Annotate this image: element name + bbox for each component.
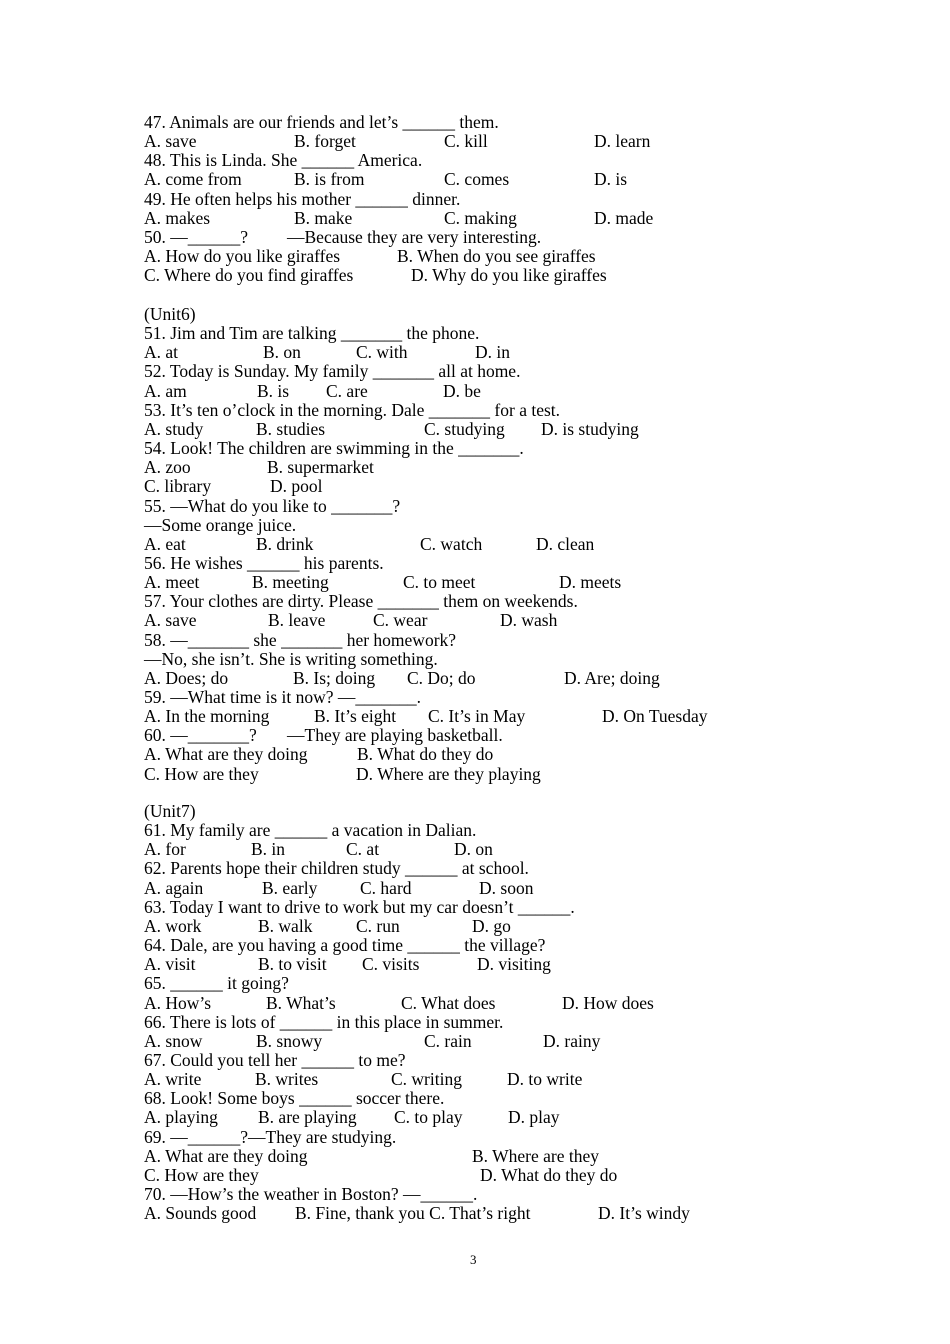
option-text: D. Are; doing bbox=[564, 667, 660, 688]
option-text: B. make bbox=[294, 207, 353, 228]
question-line bbox=[0, 362, 950, 381]
question-text: 63. Today I want to drive to work but my car doesn’t ______. bbox=[144, 896, 575, 917]
answer-options-line bbox=[0, 343, 950, 362]
question-text: —Some orange juice. bbox=[144, 514, 297, 535]
option-text: D. made bbox=[594, 207, 654, 228]
option-text: B. Is; doing bbox=[293, 667, 376, 688]
question-line bbox=[0, 497, 950, 516]
option-text: C. writing bbox=[391, 1069, 462, 1090]
question-line bbox=[0, 190, 950, 209]
question-text: 68. Look! Some boys ______ soccer there. bbox=[144, 1088, 445, 1109]
question-line bbox=[0, 324, 950, 343]
option-text: B. on bbox=[263, 342, 301, 363]
question-text: 48. This is Linda. She ______ America. bbox=[144, 150, 423, 171]
option-text: B. in bbox=[251, 839, 286, 860]
option-text: D. Why do you like giraffes bbox=[411, 265, 607, 286]
option-text: B. meeting bbox=[252, 572, 329, 593]
answer-options-line bbox=[0, 420, 950, 439]
option-text: C. to play bbox=[394, 1107, 463, 1128]
answer-options-line bbox=[0, 1147, 950, 1166]
option-text: C. making bbox=[444, 207, 517, 228]
option-text: D. meets bbox=[559, 572, 622, 593]
question-text: 58. —_______ she _______ her homework? bbox=[144, 629, 457, 650]
option-text: D. It’s windy bbox=[598, 1203, 690, 1224]
option-text: A. How’s bbox=[144, 992, 212, 1013]
answer-options-line bbox=[0, 228, 950, 247]
option-text: A. save bbox=[144, 610, 197, 631]
option-text: B. When do you see giraffes bbox=[397, 246, 596, 267]
question-text: 54. Look! The children are swimming in the _______. bbox=[144, 438, 524, 459]
question-text: (Unit6) bbox=[144, 304, 196, 324]
option-text: A. study bbox=[144, 418, 204, 439]
answer-options-line bbox=[0, 994, 950, 1013]
answer-options-line bbox=[0, 382, 950, 401]
option-text: A. save bbox=[144, 131, 197, 152]
option-text: A. zoo bbox=[144, 457, 191, 478]
answer-options-line bbox=[0, 573, 950, 592]
answer-options-line bbox=[0, 1032, 950, 1051]
question-line bbox=[0, 1089, 950, 1108]
question-line bbox=[0, 151, 950, 170]
option-text: C. run bbox=[356, 915, 400, 936]
option-text: D. clean bbox=[536, 533, 595, 554]
option-text: B. are playing bbox=[258, 1107, 357, 1128]
question-line bbox=[0, 516, 950, 535]
question-line bbox=[0, 859, 950, 878]
option-text: A. makes bbox=[144, 207, 211, 228]
option-text: C. at bbox=[346, 839, 380, 860]
answer-options-line bbox=[0, 247, 950, 266]
option-text: B. leave bbox=[268, 610, 326, 631]
question-text: 65. ______ it going? bbox=[144, 973, 289, 994]
option-text: D. to write bbox=[507, 1069, 583, 1090]
option-text: D. On Tuesday bbox=[602, 706, 708, 727]
option-text: 50. —______? bbox=[144, 226, 249, 247]
option-text: C. to meet bbox=[403, 572, 476, 593]
question-text: 67. Could you tell her ______ to me? bbox=[144, 1049, 406, 1070]
answer-options-line bbox=[0, 1070, 950, 1089]
option-text: C. visits bbox=[362, 954, 420, 975]
option-text: C. with bbox=[356, 342, 408, 363]
option-text: D. learn bbox=[594, 131, 651, 152]
question-line bbox=[0, 936, 950, 955]
question-text: (Unit7) bbox=[144, 801, 196, 821]
question-text: 69. —______?—They are studying. bbox=[144, 1126, 397, 1147]
answer-options-line bbox=[0, 879, 950, 898]
option-text: A. write bbox=[144, 1069, 202, 1090]
answer-options-line bbox=[0, 266, 950, 285]
question-line bbox=[0, 305, 950, 324]
option-text: A. work bbox=[144, 915, 202, 936]
option-text: A. What are they doing bbox=[144, 1145, 308, 1166]
answer-options-line bbox=[0, 132, 950, 151]
option-text: A. snow bbox=[144, 1030, 203, 1051]
option-text: B. is bbox=[257, 380, 290, 401]
option-text: D. Where are they playing bbox=[356, 763, 541, 784]
answer-options-line bbox=[0, 458, 950, 477]
option-text: D. What do they do bbox=[480, 1164, 618, 1185]
question-text: —No, she isn’t. She is writing something. bbox=[144, 648, 438, 669]
option-text: A. am bbox=[144, 380, 187, 401]
answer-options-line bbox=[0, 669, 950, 688]
page-number: 3 bbox=[470, 1252, 477, 1267]
option-text: D. on bbox=[454, 839, 493, 860]
option-text: D. pool bbox=[270, 476, 323, 497]
question-text: 51. Jim and Tim are talking _______ the phone. bbox=[144, 323, 480, 344]
option-text: A. How do you like giraffes bbox=[144, 246, 341, 267]
option-text: B. is from bbox=[294, 169, 365, 190]
option-text: C. Where do you find giraffes bbox=[144, 265, 354, 286]
option-text: —They are playing basketball. bbox=[287, 725, 503, 746]
option-text: D. be bbox=[443, 380, 481, 401]
option-text: A. eat bbox=[144, 533, 186, 554]
answer-options-line bbox=[0, 477, 950, 496]
option-text: B. snowy bbox=[256, 1030, 323, 1051]
option-text: A. Does; do bbox=[144, 667, 229, 688]
answer-options-line bbox=[0, 765, 950, 784]
question-text: 59. —What time is it now? —_______. bbox=[144, 687, 422, 707]
question-line bbox=[0, 113, 950, 132]
option-text: C. How are they bbox=[144, 1164, 259, 1185]
question-text: 52. Today is Sunday. My family _______ all at home. bbox=[144, 361, 521, 382]
option-text: B. Fine, thank you C. That’s right bbox=[295, 1203, 531, 1224]
option-text: C. It’s in May bbox=[428, 706, 526, 727]
question-line bbox=[0, 592, 950, 611]
option-text: C. library bbox=[144, 476, 212, 497]
question-text: 47. Animals are our friends and let’s ______ them. bbox=[144, 112, 499, 132]
question-line bbox=[0, 974, 950, 993]
question-line bbox=[0, 401, 950, 420]
option-text: A. What are they doing bbox=[144, 744, 308, 765]
option-text: B. What’s bbox=[266, 992, 336, 1013]
option-text: D. is studying bbox=[541, 418, 639, 439]
option-text: A. at bbox=[144, 342, 179, 363]
option-text: A. playing bbox=[144, 1107, 218, 1128]
question-text: 66. There is lots of ______ in this place in summer. bbox=[144, 1011, 504, 1032]
option-text: —Because they are very interesting. bbox=[287, 226, 542, 247]
question-line bbox=[0, 1051, 950, 1070]
question-text: 56. He wishes ______ his parents. bbox=[144, 552, 384, 573]
answer-options-line bbox=[0, 170, 950, 189]
question-line bbox=[0, 439, 950, 458]
option-text: D. play bbox=[508, 1107, 560, 1128]
option-text: C. How are they bbox=[144, 763, 259, 784]
question-text: 61. My family are ______ a vacation in Dalian. bbox=[144, 820, 477, 841]
answer-options-line bbox=[0, 611, 950, 630]
option-text: D. soon bbox=[479, 877, 534, 898]
question-line bbox=[0, 1185, 950, 1204]
answer-options-line bbox=[0, 955, 950, 974]
option-text: A. again bbox=[144, 877, 204, 898]
option-text: B. supermarket bbox=[267, 457, 374, 478]
option-text: D. visiting bbox=[477, 954, 551, 975]
question-text: 57. Your clothes are dirty. Please _______ them on weekends. bbox=[144, 591, 578, 612]
option-text: A. visit bbox=[144, 954, 196, 975]
answer-options-line bbox=[0, 1204, 950, 1223]
question-line bbox=[0, 1128, 950, 1147]
question-text: 70. —How’s the weather in Boston? —______. bbox=[144, 1184, 478, 1204]
option-text: D. rainy bbox=[543, 1030, 601, 1051]
option-text: C. wear bbox=[373, 610, 428, 631]
question-text: 49. He often helps his mother ______ dinner. bbox=[144, 188, 461, 209]
option-text: C. studying bbox=[424, 418, 505, 439]
question-line bbox=[0, 821, 950, 840]
option-text: B. It’s eight bbox=[314, 706, 397, 727]
question-line bbox=[0, 802, 950, 821]
question-text: 55. —What do you like to _______? bbox=[144, 495, 401, 516]
option-text: C. rain bbox=[424, 1030, 472, 1051]
option-text: D. How does bbox=[562, 992, 654, 1013]
answer-options-line bbox=[0, 535, 950, 554]
option-text: D. is bbox=[594, 169, 628, 190]
option-text: B. early bbox=[262, 877, 318, 898]
option-text: B. drink bbox=[256, 533, 314, 554]
question-text: 62. Parents hope their children study ______ at school. bbox=[144, 858, 529, 879]
option-text: B. forget bbox=[294, 131, 356, 152]
option-text: B. walk bbox=[258, 915, 313, 936]
answer-options-line bbox=[0, 840, 950, 859]
answer-options-line bbox=[0, 917, 950, 936]
answer-options-line bbox=[0, 1108, 950, 1127]
question-text: 53. It’s ten o’clock in the morning. Dale _______ for a test. bbox=[144, 399, 561, 420]
option-text: D. in bbox=[475, 342, 510, 363]
option-text: A. Sounds good bbox=[144, 1203, 257, 1224]
option-text: B. writes bbox=[255, 1069, 319, 1090]
question-line bbox=[0, 898, 950, 917]
question-line bbox=[0, 631, 950, 650]
question-line bbox=[0, 554, 950, 573]
option-text: C. Do; do bbox=[407, 667, 476, 688]
answer-options-line bbox=[0, 745, 950, 764]
option-text: C. kill bbox=[444, 131, 488, 152]
option-text: A. for bbox=[144, 839, 186, 860]
option-text: C. What does bbox=[401, 992, 496, 1013]
option-text: B. to visit bbox=[258, 954, 327, 975]
option-text: B. What do they do bbox=[357, 744, 494, 765]
question-text: 64. Dale, are you having a good time ______ the village? bbox=[144, 935, 546, 956]
question-line bbox=[0, 688, 950, 707]
question-line bbox=[0, 1013, 950, 1032]
option-text: A. In the morning bbox=[144, 706, 270, 727]
answer-options-line bbox=[0, 1166, 950, 1185]
option-text: D. wash bbox=[500, 610, 558, 631]
answer-options-line bbox=[0, 726, 950, 745]
option-text: A. come from bbox=[144, 169, 242, 190]
option-text: A. meet bbox=[144, 572, 200, 593]
answer-options-line bbox=[0, 209, 950, 228]
question-line bbox=[0, 650, 950, 669]
option-text: D. go bbox=[472, 915, 511, 936]
option-text: 60. —_______? bbox=[144, 725, 257, 746]
option-text: B. Where are they bbox=[472, 1145, 599, 1166]
option-text: C. hard bbox=[360, 877, 412, 898]
option-text: C. are bbox=[326, 380, 368, 401]
option-text: C. comes bbox=[444, 169, 510, 190]
option-text: B. studies bbox=[256, 418, 326, 439]
option-text: C. watch bbox=[420, 533, 483, 554]
answer-options-line bbox=[0, 707, 950, 726]
